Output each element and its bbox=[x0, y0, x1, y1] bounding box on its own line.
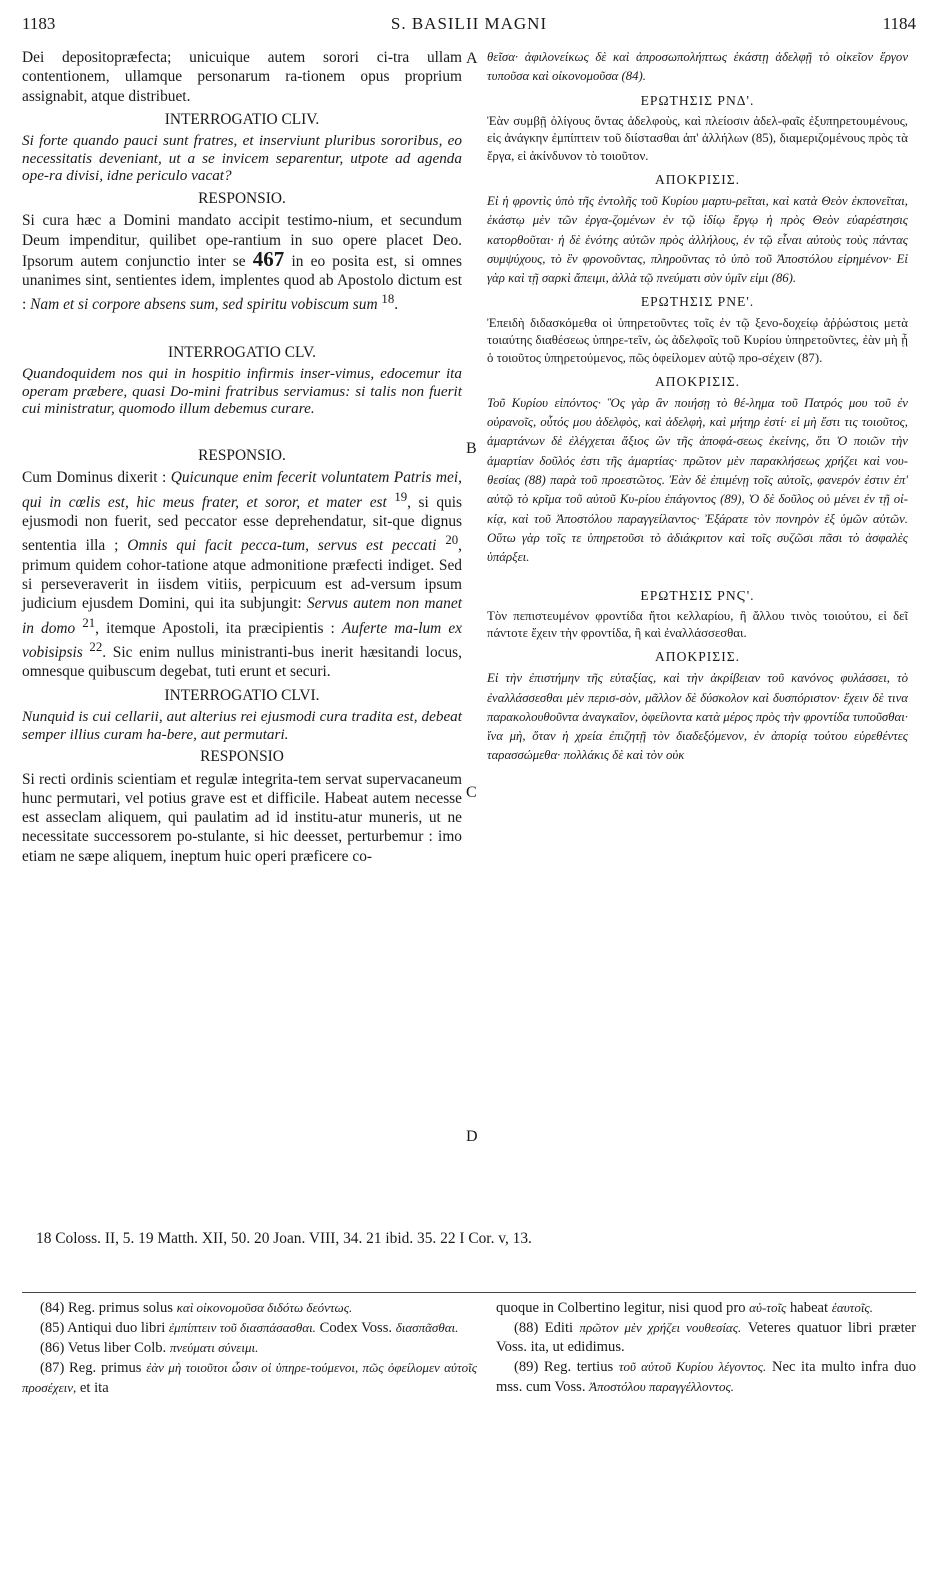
footnote-ref: 22 bbox=[89, 640, 103, 654]
latin-q155-question: Quandoquidem nos qui in hospitio infirmis inser-vimus, edocemur ita operam præbere, quasi Do-mini fratribus serviamus: si talis non fuerit cui ministratur, quomodo illum debemus curare. bbox=[22, 365, 462, 418]
notes-right-column bbox=[496, 1298, 916, 1397]
footnote-ref: 19 bbox=[394, 489, 408, 504]
note-86: (86) Vetus liber Colb. πνεύματι σύνειμι. bbox=[40, 1340, 259, 1356]
greek-column bbox=[487, 48, 908, 766]
latin-r154-text-a: Si cura hæc a Domini mandato accipit testimo-nium, et secundum Deum impenditur, quilibet ope-rantium in suo opere placet Deo. Ipsorum autem conjunctio inter se bbox=[22, 212, 462, 270]
scripture-references: 18 Coloss. II, 5. 19 Matth. XII, 50. 20 Joan. VIII, 34. 21 ibid. 35. 22 I Cor. v, 13. bbox=[36, 1230, 532, 1247]
latin-column bbox=[22, 48, 462, 866]
latin-r154-heading: RESPONSIO. bbox=[198, 189, 286, 207]
note-85: (85) Antiqui duo libri ἐμπίπτειν τοῦ διασπάσασθαι. Codex Voss. διασπᾶσθαι. bbox=[40, 1320, 459, 1336]
latin-r155-response bbox=[22, 468, 462, 681]
latin-r155-text-a: Cum Dominus dixerit : bbox=[22, 469, 167, 487]
column-number: 467 bbox=[252, 246, 285, 271]
greek-q156-question: Τὸν πεπιστευμένον φροντίδα ἤτοι κελλαρίου, ἢ ἄλλου τινὸς τοιούτου, εἰ δεῖ πάντοτε ἔχειν τὴν φροντίδα, ἢ καὶ ἐναλλάσσεσθαι. bbox=[487, 608, 908, 641]
greek-r154-heading: ΑΠΟΚΡΙΣΙΣ. bbox=[654, 171, 741, 187]
note-89: (89) Reg. tertius τοῦ αὐτοῦ Κυρίου λέγοντος. Nec ita multo infra duo mss. cum Voss. Ἀποστόλου παραγγέλλοντος. bbox=[496, 1359, 916, 1395]
greek-r154-response: Εἰ ἡ φροντὶς ὑπὸ τῆς ἐντολῆς τοῦ Κυρίου μαρτυ-ρεῖται, καὶ κατὰ Θεὸν ἐκπονεῖται, ἑκάστῳ μὲν τῶν ἐργα-ζομένων ἐν τῷ ἰδίῳ ἔργῳ ἡ πρὸς Θεὸν εὐαρέστησις κατορθοῦται· ἡ δὲ ἑνότης αὐτῶν πρὸς ἀλλήλους, ἐν τῷ εἶναι αὐτοὺς τοὺς πάντας συμψύχους, τὸ ἓν φρονοῦντας, πληροῦντας τὸ ὑπὸ τοῦ Ἀποστόλου εἰρημένον· Εἰ γὰρ καὶ τῇ σαρκὶ ἄπειμι, ἀλλὰ τῷ πνεύματι σὺν ὑμῖν εἰμι (86). bbox=[487, 193, 908, 286]
latin-r155-text-b: , si quis ejusmodi non fuerit, sed peccator esse deprehendatur, sit-que dignus sententia illa ; bbox=[22, 493, 462, 555]
footnote-ref: 21 bbox=[82, 615, 96, 630]
latin-r155-quote-3: Servus autem non manet in domo bbox=[22, 595, 462, 637]
note-84: (84) Reg. primus solus καὶ οἰκονομοῦσα διδότω δεόντως. bbox=[40, 1300, 353, 1316]
page-number-left: 1183 bbox=[22, 14, 56, 33]
footnote-ref: 18 bbox=[381, 292, 395, 307]
latin-r154-text-b: in eo posita est, si omnes unanimes sint, sentientes idem, implentes quod ab Apostolo dictum est : bbox=[22, 252, 462, 314]
footnote-divider bbox=[22, 1292, 916, 1293]
latin-r155-quote-2: Omnis qui facit pecca-tum, servus est peccati bbox=[127, 537, 437, 555]
latin-r154-response: Si cura hæc a Domini mandato accipit testimo-nium, et secundum Deum impenditur, quilibet ope-rantium in suo opere placet Deo. Ipsorum autem conjunctio inter se 467 in eo posita est, si omnes unanimes sint, sentientes idem, implentes quod ab Apostolo dictum est : Nam et si corpore absens sum, sed spiritu vobiscum sum $^{18}$. bbox=[22, 212, 462, 314]
greek-q154-heading: ΕΡΩΤΗΣΙΣ ΡΝΔ'. bbox=[640, 92, 755, 108]
margin-letter-c: C bbox=[466, 784, 477, 801]
latin-intro: Dei depositopræfecta; unicuique autem sorori ci-tra ullam contentionem, ullamque personarum ra-tionem opus proprium assignabit, atque distribuet. bbox=[22, 49, 462, 105]
latin-q154-heading: INTERROGATIO CLIV. bbox=[164, 110, 320, 128]
latin-q156-heading: INTERROGATIO CLVI. bbox=[164, 686, 320, 704]
greek-r156-heading: ΑΠΟΚΡΙΣΙΣ. bbox=[654, 648, 741, 664]
latin-r155-text-c: , primum quidem cohor-tatione atque admonitione præfecti indiget. Sed si perseveraverit in iisdem vitiis, perpicuum est ad-versum ipsum judicium ejusdem Domini, qui ita subjungit: bbox=[22, 537, 462, 613]
latin-r154-quote: Nam et si corpore absens sum, sed spiritu vobiscum sum bbox=[30, 296, 378, 314]
latin-q156-question: Nunquid is cui cellarii, aut alterius rei ejusmodi cura tradita est, debeat semper illius curam ha-bere, aut permutari. bbox=[22, 708, 462, 743]
greek-r155-response: Τοῦ Κυρίου εἰπόντος· Ὃς γὰρ ἂν ποιήσῃ τὸ θέ-λημα τοῦ Πατρός μου τοῦ ἐν οὐρανοῖς, οὗτός μου ἀδελφὸς, καὶ ἀδελφὴ, καὶ μήτηρ ἐστί· εἰ μὴ ἔστι τις τοιοῦτος, ἁμαρτάνων δὲ ἐλέγχεται ἄξιος ὢν τῆς ἀποφά-σεως ἐκείνης, ὅτι Ὁ ποιῶν τὴν ἁμαρτίαν δοῦλός ἐστι τῆς ἁμαρτίας· πρῶτον μὲν παρακλήσεως χρήζει καὶ νου-θεσίας (88) παρὰ τοῦ προεστῶτος. Ἐὰν δὲ ἐπιμένῃ τοῖς αὐτοῖς, φανερόν ἐστιν ἐπ' αὐτῷ τὸ κρῖμα τοῦ αὐτοῦ Κυ-ρίου ἐπάγοντος (89), Ὁ δὲ δοῦλος οὐ μένει ἐν τῇ οἰ-κίᾳ, καὶ τοῦ Ἀποστόλου παραγγείλαντος· Ἐξάρατε τὸν πονηρὸν ἐξ ὑμῶν αὐτῶν. Οὕτω γὰρ τοῖς τε ὑπηρετοῦσι τὸ ἀδιάκριτον καὶ τοῖς συζῶσι πᾶσι τὸ ἀσφαλὲς ὑπάρξει. bbox=[487, 395, 908, 565]
greek-intro: θεῖσα· ἀφιλονείκως δὲ καὶ ἀπροσωπολήπτως ἑκάστῃ ἀδελφῇ τὸ οἰκεῖον ἔργον τυποῦσα καὶ οἰκονομοῦσα (84). bbox=[487, 50, 908, 84]
page-header bbox=[22, 14, 916, 38]
latin-r155-heading: RESPONSIO. bbox=[198, 446, 286, 464]
margin-letter-a: A bbox=[466, 50, 478, 67]
greek-q154-question: Ἐὰν συμβῇ ὀλίγους ὄντας ἀδελφοὺς, καὶ πλείοσιν ἀδελ-φαῖς ἐξυπηρετουμένους, εἰς ἀνάγκην ἐμπίπτειν τοῦ διίστασθαι ἀπ' ἀλλήλων (85), διαμεριζομένους πρὸς τὰ ἔργα, εἰ ἀκίνδυνον τὸ τοιοῦτον. bbox=[487, 113, 908, 164]
latin-r155-text-e: . Sic enim nullus ministranti-bus inerit hæsitandi locus, omnesque quibuscum degebat, tuti erunt et securi. bbox=[22, 644, 462, 681]
margin-letter-d: D bbox=[466, 1128, 478, 1145]
page-number-right: 1184 bbox=[882, 14, 916, 33]
greek-q155-heading: ΕΡΩΤΗΣΙΣ ΡΝΕ'. bbox=[640, 294, 755, 310]
greek-q156-heading: ΕΡΩΤΗΣΙΣ ΡΝϚ'. bbox=[640, 587, 755, 603]
latin-r155-quote-4: Auferte ma-lum ex vobisipsis bbox=[22, 619, 463, 662]
note-87-continued: quoque in Colbertino legitur, nisi quod pro αὐ-τοῖς habeat ἑαυτοῖς. bbox=[496, 1300, 873, 1316]
latin-r156-heading: RESPONSIO bbox=[200, 748, 284, 766]
greek-r155-heading: ΑΠΟΚΡΙΣΙΣ. bbox=[654, 373, 741, 389]
latin-q155-heading: INTERROGATIO CLV. bbox=[168, 343, 316, 361]
latin-q154-question: Si forte quando pauci sunt fratres, et inserviunt pluribus sororibus, eo necessitatis deveniant, ut a se invicem separentur, utpote ad agenda ope-ra divisi, idne periculo vacat? bbox=[22, 132, 462, 185]
footnote-ref: 20 bbox=[445, 533, 459, 548]
greek-q155-question: Ἐπειδὴ διδασκόμεθα οἱ ὑπηρετοῦντες τοῖς ἐν τῷ ξενο-δοχείῳ ἀῤῥώστοις μετὰ τοιαύτης διαθέσεως ὑπηρε-τεῖν, ὡς ἀδελφοῖς τοῦ Κυρίου ὑπηρετοῦντες, ἐὰν μὴ ᾖ ὁ τοιοῦτος ὑπηρετούμενος, πῶς ὀφείλομεν αὐτῷ προ-σέχειν (87). bbox=[487, 315, 908, 365]
note-88: (88) Editi πρῶτον μὲν χρήζει νουθεσίας. Veteres quatuor libri præter Voss. ita, ut edidimus. bbox=[496, 1320, 917, 1355]
notes-left-column bbox=[22, 1298, 477, 1398]
margin-letter-b: B bbox=[466, 440, 477, 457]
latin-r155-text-d: , itemque Apostoli, ita præcipientis : bbox=[95, 619, 335, 637]
running-title: S. BASILII MAGNI bbox=[390, 14, 548, 33]
greek-r156-response: Εἰ τὴν ἐπιστήμην τῆς εὐταξίας, καὶ τὴν ἀκρίβειαν τοῦ κανόνος φυλάσσει, τὸ ἐναλλάσσεσθαι μὲν περισ-σὸν, μᾶλλον δὲ δύσκολον καὶ δυσπόριστον· ἔχειν δὲ τινα παρακολουθοῦντα ἀναγκαῖον, ὀφείλοντα κατὰ μέρος πρὸς τὴν φροντίδα τυποῦσθαι· ἵνα μὴ, ὅταν ἡ χρεία ἐπιζητῇ τὸν διαδεξόμενον, ἐν ἀπορίᾳ τούτου εὑρεθέντες ταρασσώμεθα· πολλάκις δὲ καὶ τὸν οὐκ bbox=[487, 671, 908, 763]
latin-r155-quote-1: Quicunque enim fecerit voluntatem Patris mei, qui in cœlis est, hic meus frater, et soror, et mater est bbox=[22, 469, 462, 511]
latin-r156-response: Si recti ordinis scientiam et regulæ integrita-tem servat supervacaneum hunc permutari, vel potius grave est et difficile. Habeat autem necesse est asseclam aliquem, qui paulatim ad id institu-atur muneris, ut ne necessitate successorem po-stulante, si hic deesset, perturbemur : imo etiam ne sæpe aliquem, ineptum huic operi præficere co- bbox=[22, 770, 462, 865]
note-87: (87) Reg. primus ἐὰν μὴ τοιοῦτοι ὦσιν οἱ ὑπηρε-τούμενοι, πῶς ὀφείλομεν αὐτοῖς προσέχειν, et ita bbox=[22, 1360, 477, 1396]
